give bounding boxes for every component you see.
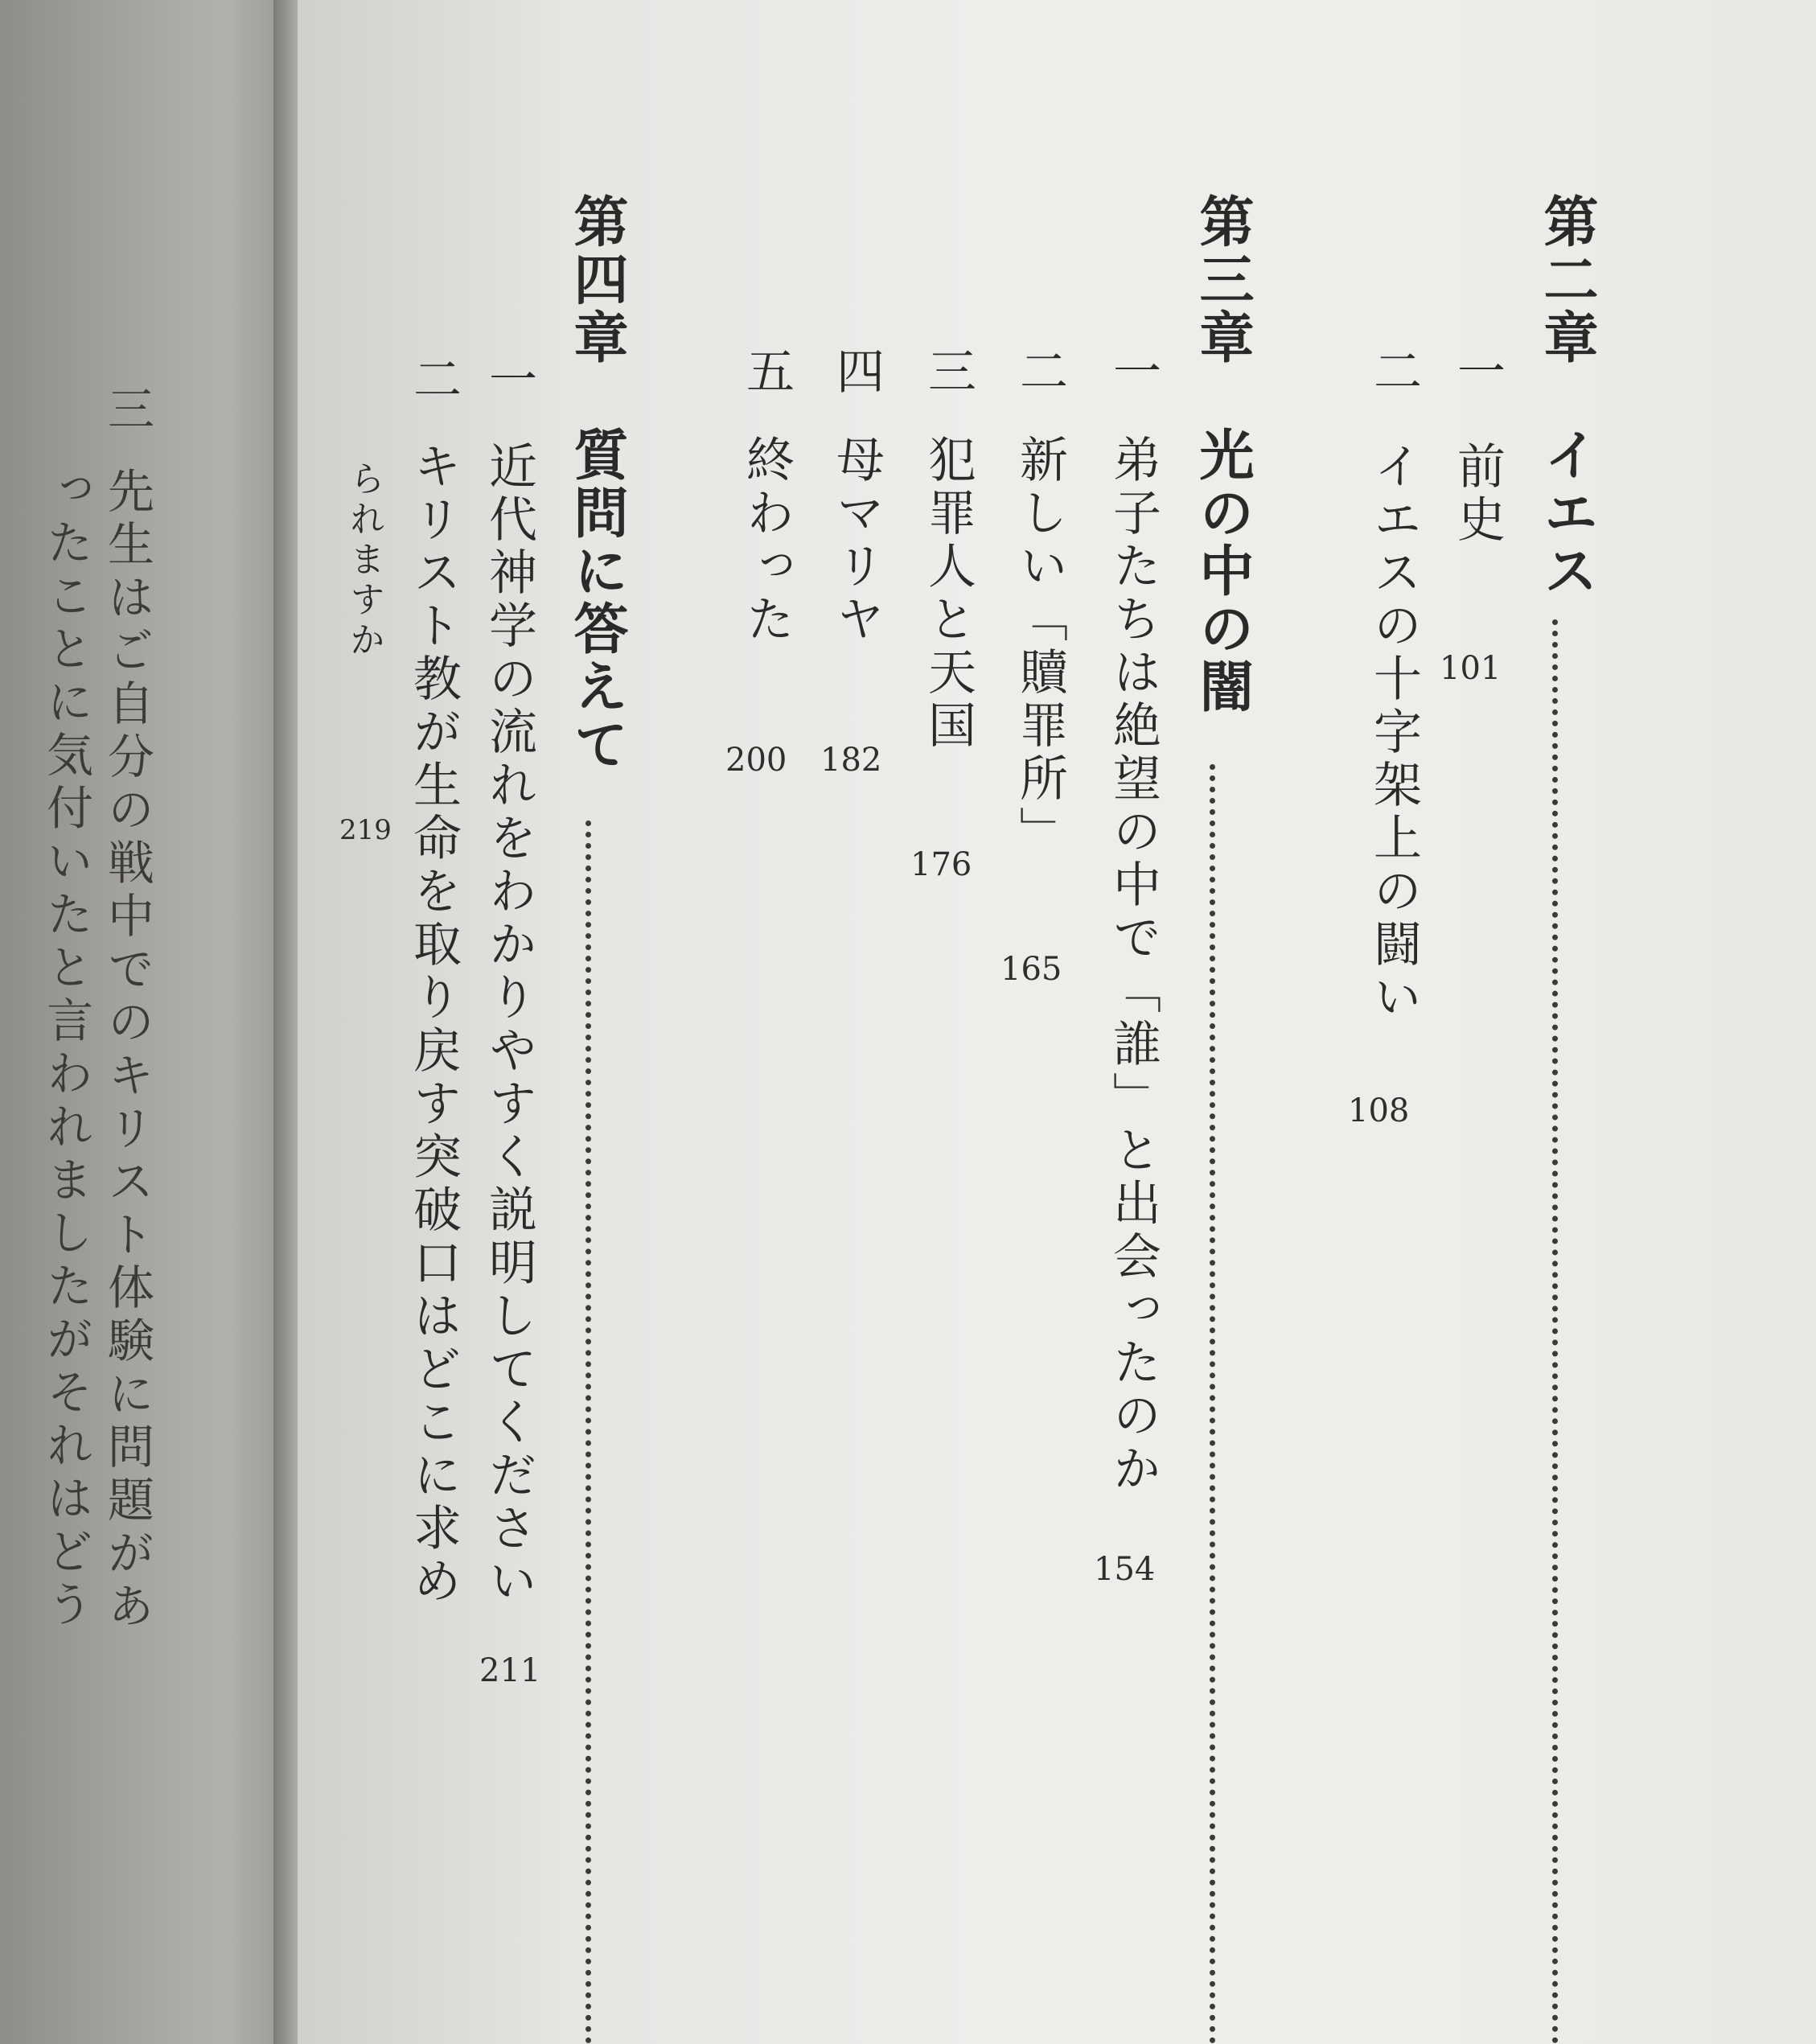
- chapter-3-item-2-number: 二: [1012, 346, 1068, 399]
- chapter-2-item-2-number: 二: [1366, 346, 1422, 399]
- chapter-3-item-1-title: 弟子たちは絶望の中で「誰」と出会ったのか: [1105, 434, 1161, 1496]
- chapter-3-item-3-number: 三: [920, 346, 976, 399]
- chapter-3-number: 第三章: [1190, 193, 1255, 367]
- chapter-4-leader-dots: [585, 820, 591, 2044]
- chapter-3-item-4-title: 母マリヤ: [828, 434, 885, 647]
- chapter-3-title: 光の中の闇: [1190, 426, 1255, 716]
- chapter-4-item-2-page: 219: [339, 814, 392, 846]
- chapter-3-item-5-number: 五: [738, 346, 795, 399]
- left-item-3-line1: 先生はご自分の戦中でのキリスト体験に問題があ: [100, 467, 154, 1635]
- chapter-4-item-1-title: 近代神学の流れをわかりやすく説明してください: [481, 441, 537, 1609]
- left-item-3-number: 三: [100, 385, 154, 438]
- chapter-3-item-1-page: 154: [1094, 1551, 1156, 1588]
- chapter-3-item-2-title: 新しい「贖罪所」: [1012, 434, 1068, 859]
- chapter-4-item-2-title: キリスト教が生命を取り戻す突破口はどこに求め: [405, 441, 462, 1609]
- chapter-3-item-3-page: 176: [910, 846, 972, 883]
- chapter-4-number: 第四章: [565, 193, 629, 367]
- chapter-3-item-3-title: 犯罪人と天国: [920, 434, 976, 753]
- chapter-2-item-2-title: イエスの十字架上の闘い: [1366, 441, 1422, 1025]
- chapter-4-item-2-number: 二: [405, 354, 462, 407]
- chapter-2-number: 第二章: [1535, 193, 1599, 367]
- chapter-4-item-2-title-cont: られますか: [343, 460, 384, 661]
- chapter-3-item-5-title: 終わった: [738, 434, 795, 647]
- chapter-2-item-1-page: 101: [1440, 650, 1502, 687]
- chapter-3-item-4-number: 四: [828, 346, 885, 399]
- chapter-2-item-2-page: 108: [1348, 1092, 1410, 1129]
- left-item-3-line2: ったことに気付いたと言われましたがそれはどう: [39, 465, 93, 1633]
- chapter-2-item-1-title: 前史: [1449, 441, 1506, 547]
- chapter-3-item-1-number: 一: [1105, 346, 1161, 399]
- chapter-4-item-1-number: 一: [481, 354, 537, 407]
- chapter-3-item-4-page: 182: [820, 742, 882, 779]
- chapter-4-title: 質問に答えて: [565, 426, 629, 774]
- chapter-2-title: イエス: [1535, 426, 1599, 600]
- chapter-3-leader-dots: [1210, 764, 1215, 2044]
- chapter-4-item-1-page: 211: [479, 1652, 541, 1689]
- chapter-2-item-1-number: 一: [1449, 346, 1506, 399]
- chapter-2-leader-dots: [1552, 619, 1558, 2044]
- chapter-3-item-5-page: 200: [725, 742, 787, 779]
- chapter-3-item-2-page: 165: [1000, 951, 1062, 988]
